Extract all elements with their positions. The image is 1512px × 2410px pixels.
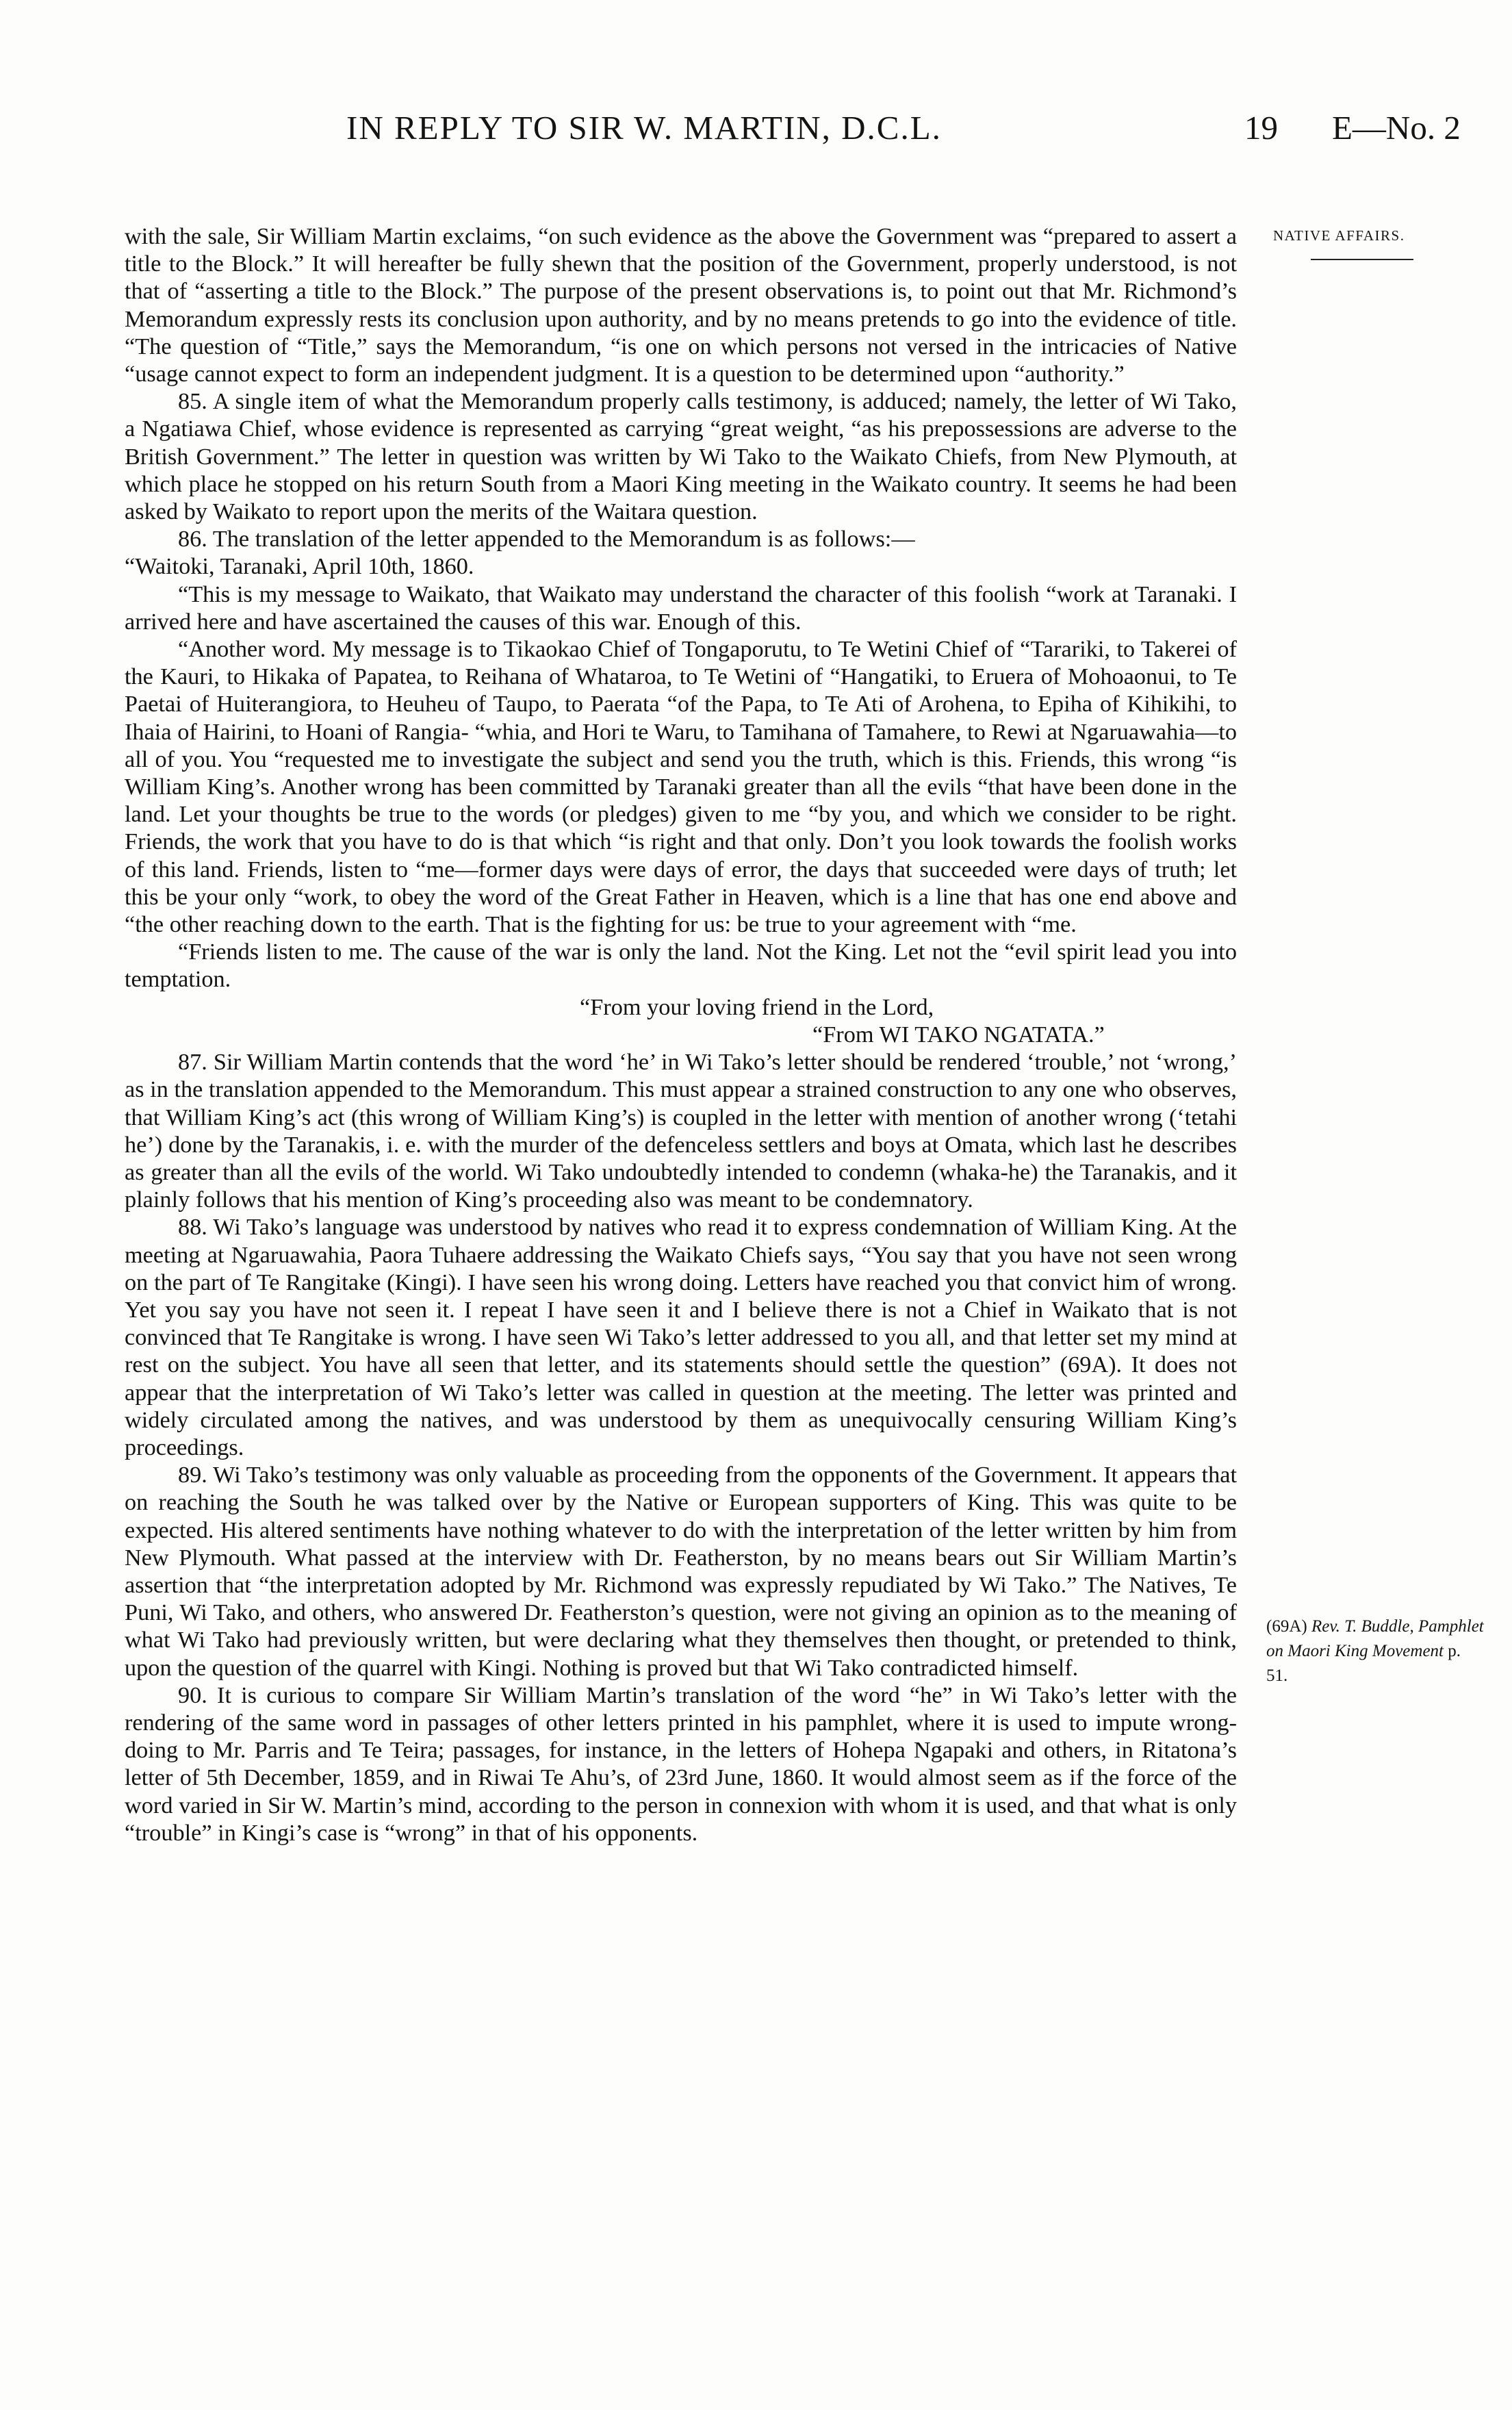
paragraph-85: 85. A single item of what the Memorandum properly calls testimony, is adduced; namely, the letter of Wi Tako, a Ngatiawa Chief, whose evidence is represented as carrying “great weight, “as his prepossessions are adverse to the British Government.” The letter in question was written by Wi Tako to the Waikato Chiefs, from New Plymouth, at which place he stopped on his return South from a Maori King meeting in the Waikato country. It seems he had been asked by Waikato to report upon the merits of the Waitara question. [125,388,1237,525]
letter-paragraph-3: “Friends listen to me. The cause of the war is only the land. Not the King. Let not the “evil spirit lead you into temptation. [125,939,1237,993]
margin-note-ref: (69A) [1266,1617,1307,1636]
paragraph-90: 90. It is curious to compare Sir William Martin’s translation of the word “he” in Wi Tako’s letter with the rendering of the same word in passages of other letters printed in his pamphlet, where it is used to impute wrong-doing to Mr. Parris and Te Teira; passages, for instance, in the letters of Hohepa Ngapaki and others, in Ritatona’s letter of 5th December, 1859, and in Riwai Te Ahu’s, of 23rd June, 1860. It would almost seem as if the force of the word varied in Sir W. Martin’s mind, according to the person in connexion with whom it is used, and that what is only “trouble” in Kingi’s case is “wrong” in that of his opponents. [125,1682,1237,1846]
page-header [0,108,1512,156]
letter-signature: “From WI TAKO NGATATA.” [812,1021,1105,1048]
letter-closing: “From your loving friend in the Lord, [580,993,934,1020]
letter-paragraph-1: “This is my message to Waikato, that Waikato may understand the character of this foolish “work at Taranaki. I arrived here and have ascertained the causes of this war. Enough of this. [125,581,1237,635]
paragraph-86: 86. The translation of the letter appended to the Memorandum is as follows:— [178,526,915,553]
margin-section-heading: NATIVE AFFAIRS. [1273,227,1405,244]
letter-paragraph-2: “Another word. My message is to Tikaokao Chief of Tongaporutu, to Te Wetini Chief of “Tarariki, to Takerei of the Kauri, to Hikaka of Papatea, to Reihana of Whataroa, to Te Wetini of “Hangatiki, to Eruera of Mohoaonui, to Te Paetai of Huiterangiora, to Heuheu of Taupo, to Paerata “of the Papa, to Te Ati of Arohena, to Epiha of Kihikihi, to Ihaia of Hairini, to Hoani of Rangia- “whia, and Hori te Waru, to Tamihana of Tamahere, to Rewi at Ngaruawahia—to all of you. You “requested me to investigate the subject and send you the truth, which is this. Friends, this wrong “is William King’s. Another wrong has been committed by Taranaki greater than all the evils “that have been done in the land. Let your thoughts be true to the words (or pledges) given to me “by you, and which we consider to be right. Friends, the work that you have to do is that which “is right and that only. Don’t you look towards the foolish works of this land. Friends, listen to “me—former days were days of error, the days that succeeded were days of truth; let this be your only “work, to obey the word of the Great Father in Heaven, which is a line that has one end above and “the other reaching down to the earth. That is the fighting for us: be true to your agreement with “me. [125,636,1237,938]
paragraph-84-continued: with the sale, Sir William Martin exclaims, “on such evidence as the above the Government was “prepared to assert a title to the Block.” It will hereafter be fully shewn that the position of the Government, properly understood, is not that of “asserting a title to the Block.” The purpose of the present observations is, to point out that Mr. Richmond’s Memorandum expressly rests its conclusion upon authority, and by no means pretends to go into the evidence of title. “The question of “Title,” says the Memorandum, “is one on which persons not versed in the intricacies of Native “usage cannot expect to form an independent judgment. It is a question to be determined upon “authority.” [125,223,1237,388]
letter-dateline: “Waitoki, Taranaki, April 10th, 1860. [125,553,474,580]
running-title: IN REPLY TO SIR W. MARTIN, D.C.L. [346,109,942,147]
margin-note-69a [1266,1614,1485,1688]
page-number: 19 [1244,109,1278,147]
margin-note-page: p. 51. [1266,1642,1461,1685]
margin-note-text: Rev. T. Buddle, Pamphlet on Maori King Movement [1266,1617,1484,1660]
margin-rule [1311,259,1413,260]
body-text [125,223,1237,1847]
paragraph-87: 87. Sir William Martin contends that the word ‘he’ in Wi Tako’s letter should be rendered ‘trouble,’ not ‘wrong,’ as in the translation appended to the Memorandum. This must appear a strained construction to any one who observes, that William King’s act (this wrong of William King’s) is coupled in the letter with mention of another wrong (‘tetahi he’) done by the Taranakis, i. e. with the murder of the defenceless settlers and boys at Omata, which last he describes as greater than all the evils of the world. Wi Tako undoubtedly intended to condemn (whaka-he) the Taranakis, and it plainly follows that his mention of King’s proceeding also was meant to be condemnatory. [125,1049,1237,1213]
paragraph-89: 89. Wi Tako’s testimony was only valuable as proceeding from the opponents of the Government. It appears that on reaching the South he was talked over by the Native or European supporters of King. This was quite to be expected. His altered sentiments have nothing whatever to do with the interpretation of the letter written by him from New Plymouth. What passed at the interview with Dr. Featherston, by no means bears out Sir William Martin’s assertion that “the interpretation adopted by Mr. Richmond was expressly repudiated by Wi Tako.” The Natives, Te Puni, Wi Tako, and others, who answered Dr. Featherston’s question, were not giving an opinion as to the meaning of what Wi Tako had previously written, but were declaring what they themselves then thought, or pretended to think, upon the question of the quarrel with Kingi. Nothing is proved but that Wi Tako contradicted himself. [125,1462,1237,1681]
paragraph-88: 88. Wi Tako’s language was understood by natives who read it to express condemnation of William King. At the meeting at Ngaruawahia, Paora Tuhaere addressing the Waikato Chiefs says, “You say that you have not seen wrong on the part of Te Rangitake (Kingi). I have seen his wrong doing. Letters have reached you that convict him of wrong. Yet you say you have not seen it. I repeat I have seen it and I believe there is not a Chief in Waikato that is not convinced that Te Rangitake is wrong. I have seen Wi Tako’s letter addressed to you all, and that letter set my mind at rest on the subject. You have all seen that letter, and its statements should settle the question” (69A). It does not appear that the interpretation of Wi Tako’s letter was called in question at the meeting. The letter was printed and widely circulated among the natives, and was understood by them as unequivocally censuring William King’s proceedings. [125,1214,1237,1460]
series-number: E—No. 2 [1332,109,1461,147]
